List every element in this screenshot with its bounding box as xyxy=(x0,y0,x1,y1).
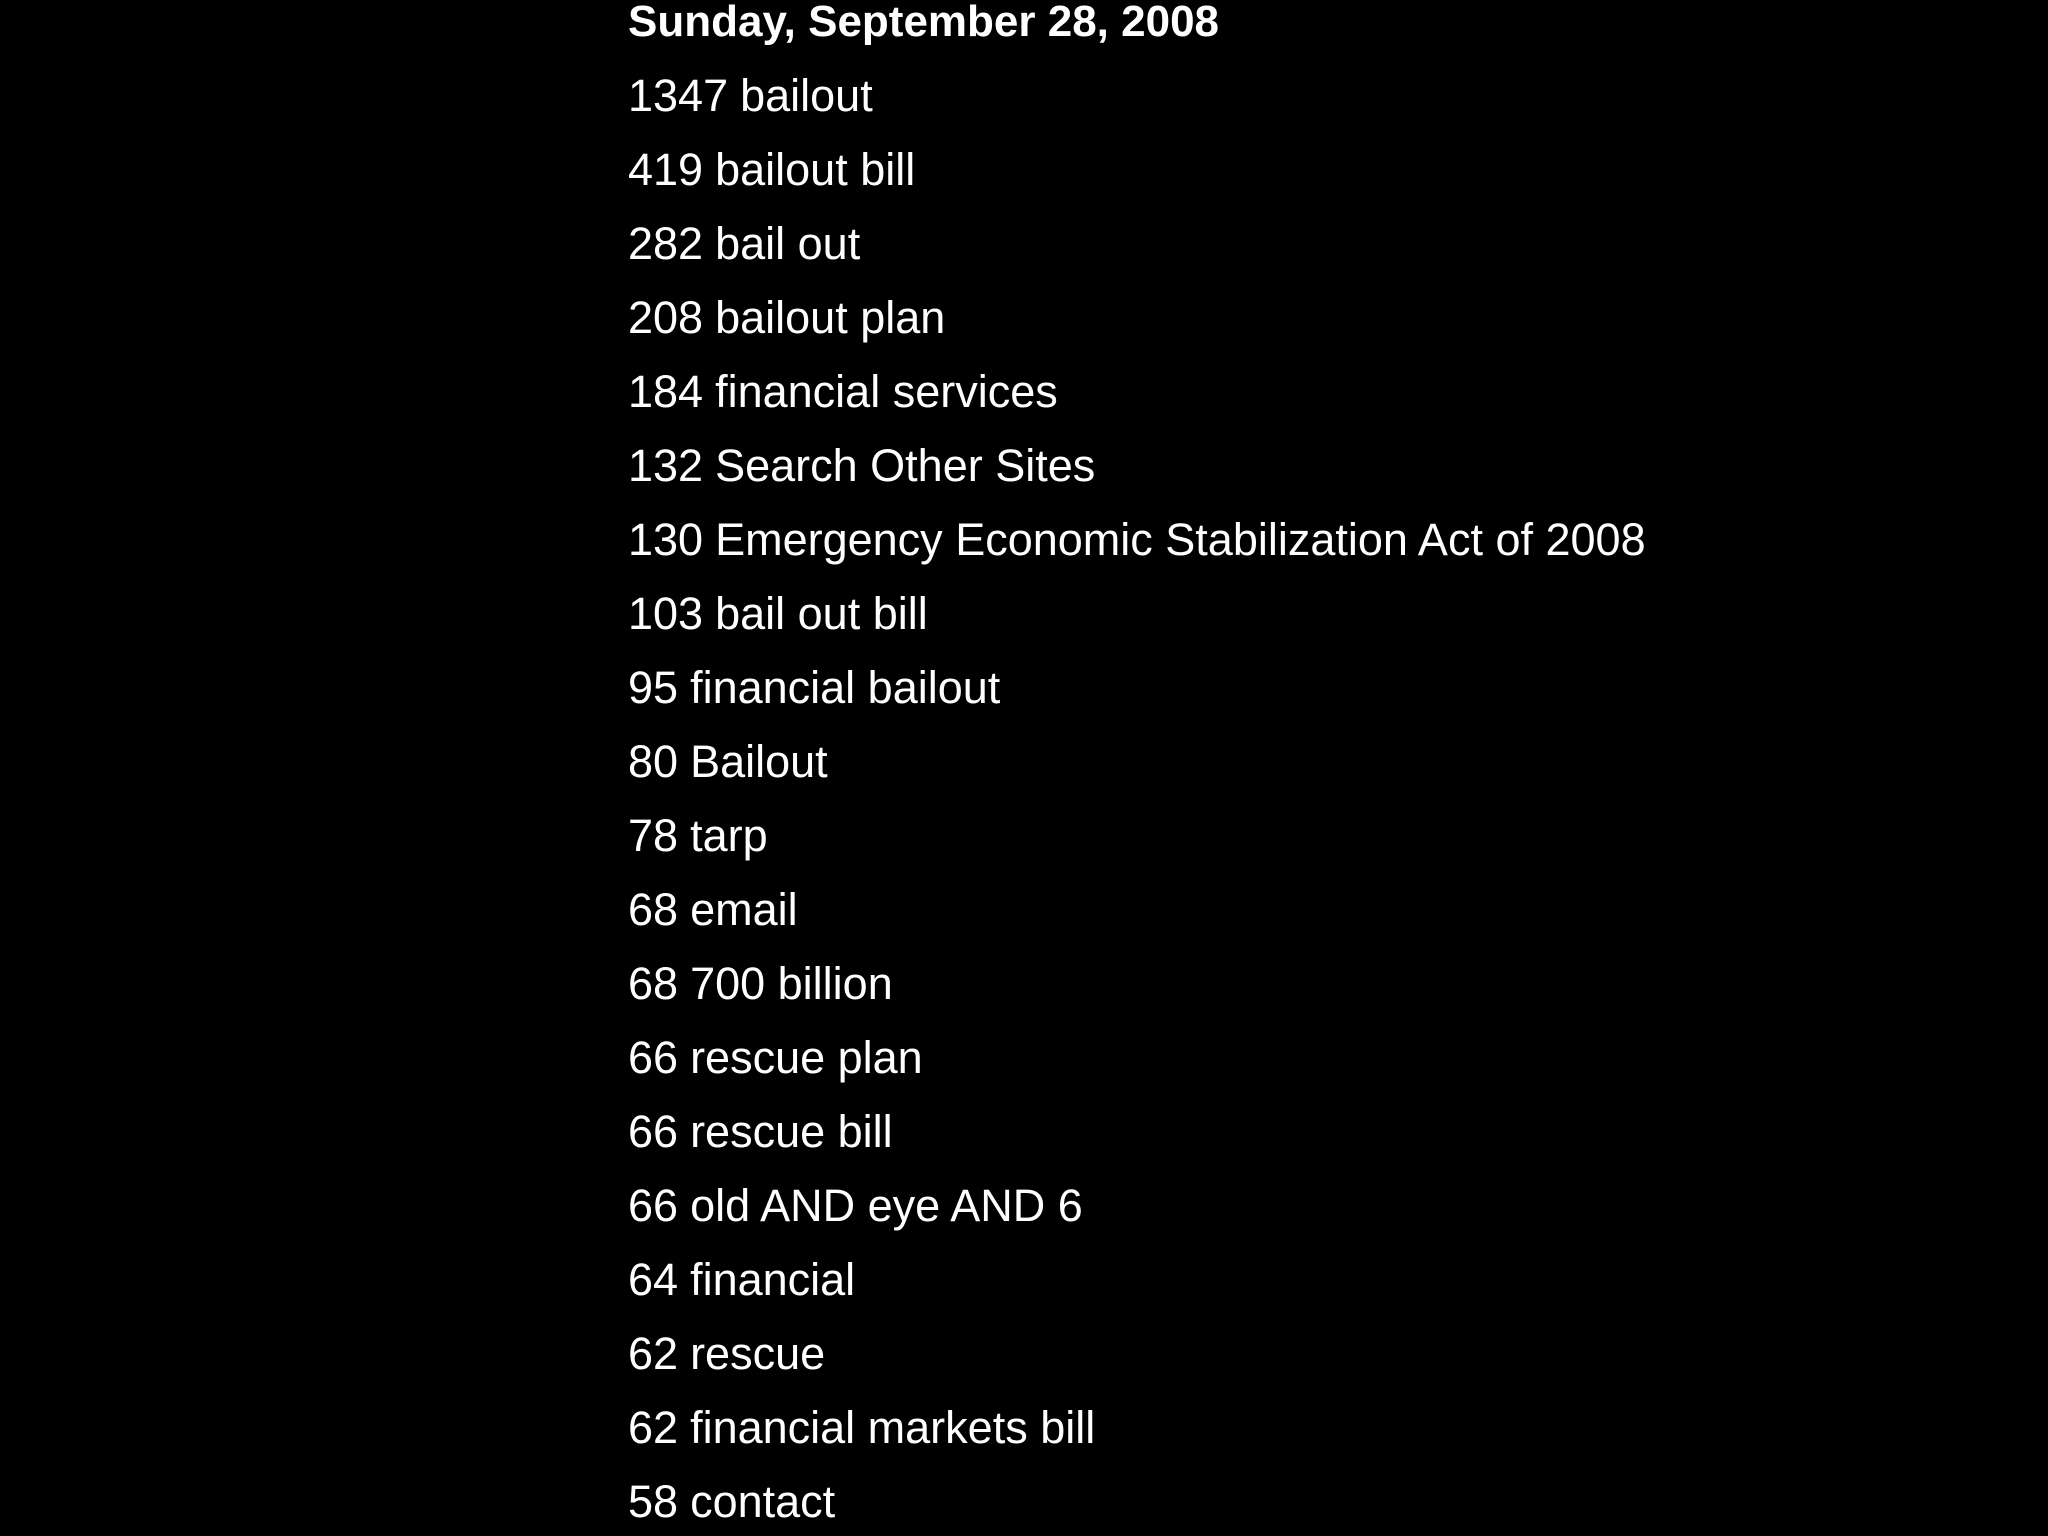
item-count: 78 xyxy=(628,810,679,861)
item-count: 103 xyxy=(628,588,704,639)
item-count: 1347 xyxy=(628,70,729,121)
item-term: Bailout xyxy=(690,736,828,787)
list-item xyxy=(628,1476,1646,1536)
item-term: bailout xyxy=(740,70,873,121)
list-item xyxy=(628,1328,1646,1402)
item-count: 68 xyxy=(628,958,679,1009)
item-count: 130 xyxy=(628,514,704,565)
item-term: rescue plan xyxy=(690,1032,923,1083)
item-term: rescue xyxy=(690,1328,826,1379)
list-item xyxy=(628,588,1646,662)
list-item xyxy=(628,514,1646,588)
item-count: 95 xyxy=(628,662,679,713)
page-heading: Sunday, September 28, 2008 xyxy=(628,0,1220,46)
item-count: 58 xyxy=(628,1476,679,1527)
list-item xyxy=(628,1254,1646,1328)
item-term: bail out xyxy=(715,218,861,269)
list-item xyxy=(628,884,1646,958)
list-item xyxy=(628,1402,1646,1476)
item-term: tarp xyxy=(690,810,768,861)
item-term: financial services xyxy=(715,366,1058,417)
list-item xyxy=(628,144,1646,218)
item-term: 700 billion xyxy=(690,958,893,1009)
list-item xyxy=(628,440,1646,514)
item-count: 62 xyxy=(628,1328,679,1379)
item-count: 184 xyxy=(628,366,704,417)
item-count: 66 xyxy=(628,1032,679,1083)
item-count: 64 xyxy=(628,1254,679,1305)
item-count: 208 xyxy=(628,292,704,343)
list-item xyxy=(628,810,1646,884)
list-item xyxy=(628,1032,1646,1106)
item-count: 66 xyxy=(628,1106,679,1157)
list-item xyxy=(628,1106,1646,1180)
item-count: 62 xyxy=(628,1402,679,1453)
item-term: financial bailout xyxy=(690,662,1001,713)
item-term: email xyxy=(690,884,798,935)
list-item xyxy=(628,70,1646,144)
list-item xyxy=(628,958,1646,1032)
list-item xyxy=(628,366,1646,440)
list-item xyxy=(628,292,1646,366)
item-term: bailout plan xyxy=(715,292,946,343)
item-term: bail out bill xyxy=(715,588,928,639)
item-term: financial markets bill xyxy=(690,1402,1096,1453)
item-term: Emergency Economic Stabilization Act of 2008 xyxy=(715,514,1646,565)
list-item xyxy=(628,662,1646,736)
item-count: 282 xyxy=(628,218,704,269)
item-term: contact xyxy=(690,1476,836,1527)
item-count: 68 xyxy=(628,884,679,935)
list-item xyxy=(628,218,1646,292)
item-term: bailout bill xyxy=(715,144,916,195)
search-term-list xyxy=(628,70,1646,1536)
list-item xyxy=(628,1180,1646,1254)
item-count: 80 xyxy=(628,736,679,787)
item-count: 66 xyxy=(628,1180,679,1231)
item-term: old AND eye AND 6 xyxy=(690,1180,1083,1231)
item-term: Search Other Sites xyxy=(715,440,1096,491)
item-count: 419 xyxy=(628,144,704,195)
item-term: rescue bill xyxy=(690,1106,893,1157)
item-count: 132 xyxy=(628,440,704,491)
list-item xyxy=(628,736,1646,810)
item-term: financial xyxy=(690,1254,856,1305)
